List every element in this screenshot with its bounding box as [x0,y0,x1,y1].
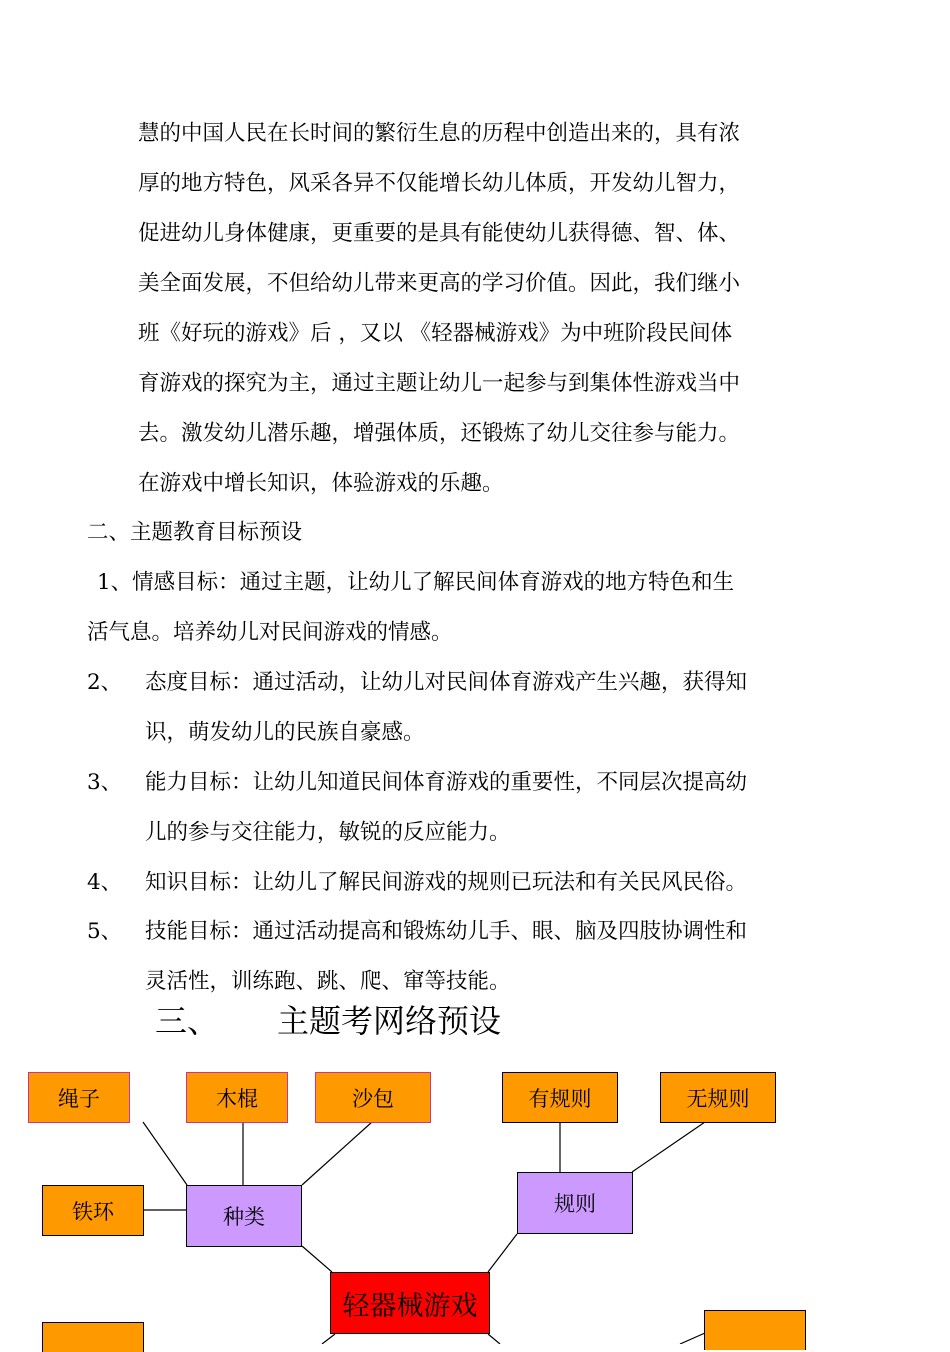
section-heading-network [155,1000,501,1042]
node-kinds: 种类 [186,1185,302,1247]
goal-5-line-2: 灵活性，训练跑、跳、爬、窜等技能。 [145,969,511,994]
goal-1-line-2: 活气息。培养幼儿对民间游戏的情感。 [87,620,453,645]
node-rules: 规则 [517,1172,633,1234]
goal-number: 5、 [87,919,123,944]
paragraph-line: 去。激发幼儿潜乐趣，增强体质，还锻炼了幼儿交往参与能力。 [138,421,741,446]
node-sandbag: 沙包 [315,1072,431,1123]
connector-line [488,1334,500,1344]
paragraph-line: 促进幼儿身体健康，更重要的是具有能使幼儿获得德、智、体、 [138,221,741,246]
section-title: 主题考网络预设 [277,1002,502,1040]
node-partial-right [704,1310,806,1350]
connector-line [302,1122,372,1185]
connector-line [488,1234,517,1272]
node-partial-left [42,1322,144,1352]
paragraph-line: 在游戏中增长知识，体验游戏的乐趣。 [138,471,504,496]
connector-line [680,1333,705,1344]
paragraph-line: 育游戏的探究为主，通过主题让幼儿一起参与到集体性游戏当中 [138,371,741,396]
goal-3-line-2: 儿的参与交往能力，敏锐的反应能力。 [145,820,511,845]
paragraph-line: 班《好玩的游戏》后 ，又以 《轻器械游戏》为中班阶段民间体 [138,321,733,346]
node-center-light-equipment-games: 轻器械游戏 [330,1272,490,1334]
goal-2-line-1: 态度目标：通过活动，让幼儿对民间体育游戏产生兴趣，获得知 [145,670,748,695]
paragraph-line: 慧的中国人民在长时间的繁衍生息的历程中创造出来的，具有浓 [138,121,741,146]
node-hoop: 铁环 [42,1185,144,1236]
goal-number: 4、 [87,870,123,895]
node-stick: 木棍 [186,1072,288,1123]
goal-number: 2、 [87,670,123,695]
connector-line [143,1122,187,1185]
section-heading-goals: 二、主题教育目标预设 [87,520,303,545]
node-with-rules: 有规则 [502,1072,618,1123]
goal-2-line-2: 识，萌发幼儿的民族自豪感。 [145,720,425,745]
node-rope: 绳子 [28,1072,130,1123]
goal-3-line-1: 能力目标：让幼儿知道民间体育游戏的重要性，不同层次提高幼 [145,770,748,795]
goal-number: 3、 [87,770,123,795]
node-no-rules: 无规则 [660,1072,776,1123]
goal-1-line-1: 1、情感目标：通过主题，让幼儿了解民间体育游戏的地方特色和生 [97,570,735,595]
paragraph-line: 美全面发展，不但给幼儿带来更高的学习价值。因此，我们继小 [138,271,741,296]
connector-line [322,1334,335,1344]
section-number: 三、 [155,1002,220,1040]
connector-line [302,1246,332,1272]
goal-4-line-1: 知识目标：让幼儿了解民间游戏的规则已玩法和有关民风民俗。 [145,870,748,895]
goal-5-line-1: 技能目标：通过活动提高和锻炼幼儿手、眼、脑及四肢协调性和 [145,919,748,944]
connector-line [632,1122,705,1172]
paragraph-line: 厚的地方特色，风采各异不仅能增长幼儿体质，开发幼儿智力， [138,171,741,196]
